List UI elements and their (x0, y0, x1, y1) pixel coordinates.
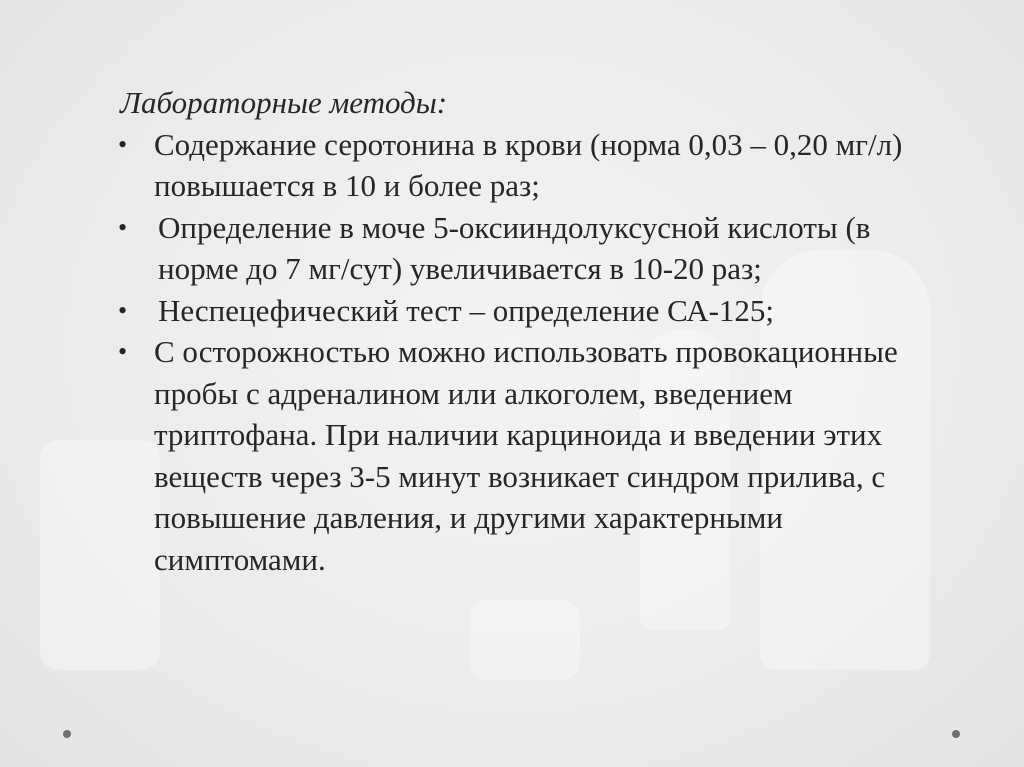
list-item (118, 331, 938, 580)
bullet-icon: • (118, 337, 128, 366)
list-item-text: Неспецефический тест – определение СА-125; (158, 292, 775, 328)
bullet-icon: • (118, 295, 128, 325)
bullet-list (118, 124, 938, 581)
list-item-text: С осторожностью можно использовать провокационные пробы с адреналином или алкоголем, введением триптофана. При наличии карциноида и введении этих веществ через 3-5 минут возникает синдром прилива, с повышение давления, и другими характерными симптомами. (154, 334, 898, 577)
slide-content (118, 82, 938, 580)
bullet-icon: • (118, 129, 128, 159)
corner-dot-icon (952, 730, 960, 738)
bullet-icon: • (118, 212, 128, 242)
corner-dot-icon (63, 730, 71, 738)
list-item (118, 124, 938, 207)
list-item-text: Определение в моче 5-оксииндолуксусной кислоты (в норме до 7 мг/сут) увеличивается в 10-20 раз; (158, 209, 871, 286)
slide-heading: Лабораторные методы: (120, 85, 448, 120)
list-item (118, 290, 938, 332)
list-item-text: Содержание серотонина в крови (норма 0,03 – 0,20 мг/л) повышается в 10 и более раз; (154, 126, 903, 203)
background-decoration (470, 600, 580, 680)
list-item (118, 207, 938, 290)
